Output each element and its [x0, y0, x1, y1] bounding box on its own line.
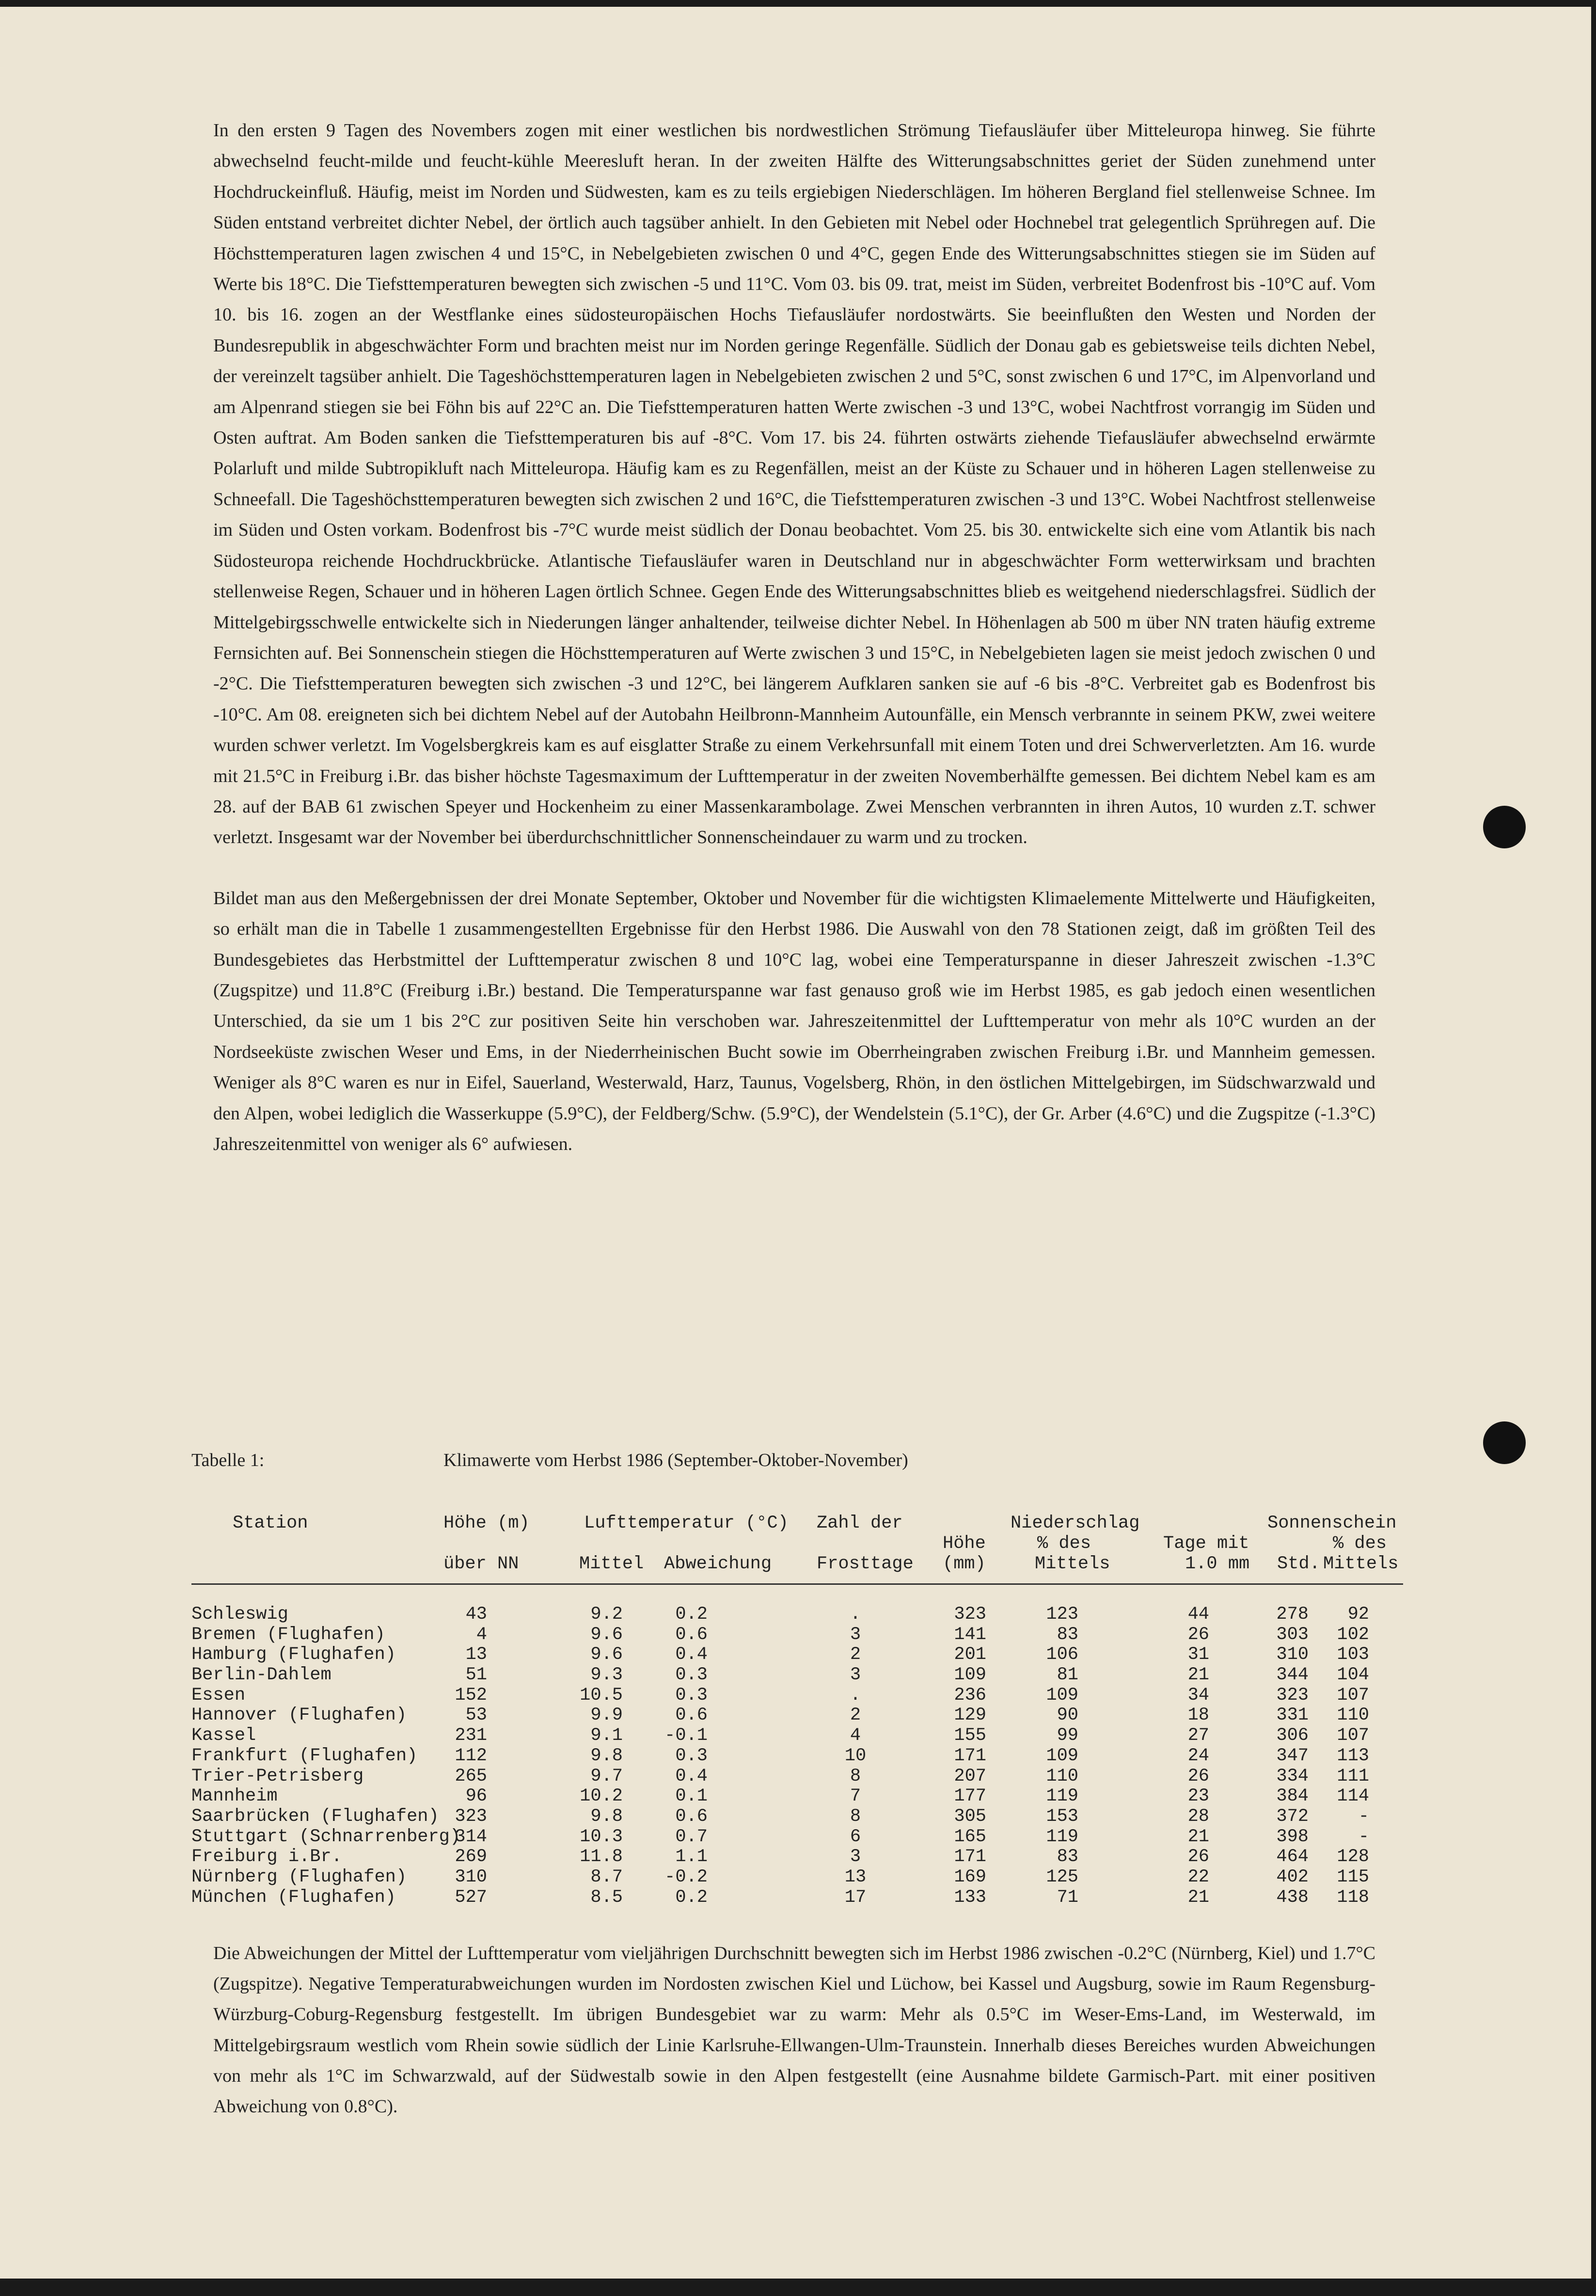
cell-mittel: 9.9	[590, 1705, 623, 1726]
cell-tage: 23	[1187, 1786, 1209, 1807]
cell-mittel: 8.7	[590, 1866, 623, 1887]
cell-hoehe: 4	[476, 1624, 487, 1645]
cell-sonne-pct: 113	[1337, 1745, 1369, 1766]
header-rule	[191, 1583, 1403, 1585]
cell-tage: 21	[1187, 1826, 1209, 1847]
cell-nied-pct: 123	[1046, 1604, 1078, 1625]
cell-sonne-pct: 114	[1337, 1786, 1369, 1807]
cell-std: 323	[1276, 1685, 1309, 1706]
cell-mittel: 9.6	[590, 1624, 623, 1645]
cell-hoehe: 323	[455, 1806, 487, 1827]
header-niederschlag: Niederschlag	[1011, 1513, 1140, 1533]
cell-abw: 0.6	[675, 1624, 708, 1645]
cell-mittel: 9.3	[590, 1665, 623, 1686]
cell-sonne-pct: 107	[1337, 1685, 1369, 1706]
table-label: Tabelle 1:	[191, 1450, 265, 1470]
table-row	[191, 1888, 1403, 1908]
table-body	[191, 1605, 1403, 1908]
cell-sonne-pct: 103	[1337, 1644, 1369, 1665]
header-sonnenschein: Sonnenschein	[1267, 1513, 1397, 1533]
header-station: Station	[233, 1513, 308, 1533]
paragraph-autumn-summary: Bildet man aus den Meßergebnissen der drei Monate September, Oktober und November für die wichtigsten Klimaelemente Mittelwerte und Häufigkeiten, so erhält man die in Tabelle 1 zusammengestellten Ergebnisse für den Herbst 1986. Die Auswahl von den 78 Stationen zeigt, daß im größten Teil des Bundesgebietes das Herbstmittel der Lufttemperatur zwischen 8 und 10°C lag, wobei eine Temperaturspanne in dieser Jahreszeit zwischen -1.3°C (Zugspitze) und 11.8°C (Freiburg i.Br.) bestand. Die Temperaturspanne war fast genauso groß wie im Herbst 1985, es gab jedoch einen wesentlichen Unterschied, da sie um 1 bis 2°C zur positiven Seite hin verschoben war. Jahreszeitenmittel der Lufttemperatur von mehr als 10°C wurden an der Nordseeküste zwischen Weser und Ems, in der Niederrheinischen Bucht sowie im Oberrheingraben zwischen Freiburg i.Br. und Mannheim gemessen. Weniger als 8°C waren es nur in Eifel, Sauerland, Westerwald, Harz, Taunus, Vogelsberg, Rhön, in den östlichen Mittelgebirgen, im Südschwarzwald und den Alpen, wobei lediglich die Wasserkuppe (5.9°C), der Feldberg/Schw. (5.9°C), der Wendelstein (5.1°C), der Gr. Arber (4.6°C) und die Zugspitze (-1.3°C) Jahreszeitenmittel von weniger als 6° aufwiesen.	[213, 888, 1375, 1154]
header-tage-mit: Tage mit	[1163, 1533, 1249, 1554]
cell-std: 372	[1276, 1806, 1309, 1827]
cell-mittel: 11.8	[580, 1847, 623, 1867]
cell-std: 384	[1276, 1786, 1309, 1807]
cell-nied-pct: 81	[1057, 1665, 1078, 1686]
cell-abw: 0.6	[675, 1806, 708, 1827]
cell-frost: 2	[850, 1644, 861, 1665]
cell-tage: 21	[1187, 1887, 1209, 1908]
cell-nied-pct: 83	[1057, 1847, 1078, 1867]
cell-tage: 18	[1187, 1705, 1209, 1726]
cell-abw: 0.2	[675, 1604, 708, 1625]
cell-tage: 28	[1187, 1806, 1209, 1827]
body-text	[213, 115, 1375, 1160]
header-hoehe: Höhe (m)	[443, 1513, 530, 1533]
cell-frost: 10	[844, 1745, 867, 1766]
cell-station: Stuttgart (Schnarrenberg)	[191, 1826, 461, 1847]
cell-sonne-pct: 118	[1337, 1887, 1369, 1908]
cell-abw: 0.4	[675, 1644, 708, 1665]
cell-station: Berlin-Dahlem	[191, 1665, 332, 1686]
cell-station: Kassel	[191, 1725, 256, 1746]
cell-frost: 3	[850, 1847, 861, 1867]
cell-station: Bremen (Flughafen)	[191, 1624, 385, 1645]
table-row	[191, 1867, 1403, 1888]
cell-std: 402	[1276, 1866, 1309, 1887]
cell-std: 438	[1276, 1887, 1309, 1908]
paragraph-deviations: Die Abweichungen der Mittel der Lufttemperatur vom vieljährigen Durchschnitt bewegten sich im Herbst 1986 zwischen -0.2°C (Nürnberg, Kiel) und 1.7°C (Zugspitze). Negative Temperaturabweichungen wurden im Nordosten zwischen Kiel und Lüchow, bei Kassel und Augsburg, sowie im Raum Regensburg-Würzburg-Coburg-Regensburg festgestellt. Im übrigen Bundesgebiet war zu warm: Mehr als 0.5°C im Weser-Ems-Land, im Westerwald, im Mittelgebirgsraum westlich vom Rhein sowie südlich der Linie Karlsruhe-Ellwangen-Ulm-Traunstein. Innerhalb dieses Bereiches wurden Abweichungen von mehr als 1°C im Schwarzwald, auf der Südwestalb sowie in den Alpen festgestellt (eine Ausnahme bildete Garmisch-Part. mit einer positiven Abweichung von 0.8°C).	[213, 1943, 1375, 2117]
cell-station: Essen	[191, 1685, 246, 1706]
cell-frost: 7	[850, 1786, 861, 1807]
cell-hoehe: 152	[455, 1685, 487, 1706]
table-row	[191, 1645, 1403, 1665]
cell-hoehe: 310	[455, 1866, 487, 1887]
table-row	[191, 1786, 1403, 1807]
cell-nied-pct: 71	[1057, 1887, 1078, 1908]
cell-mittel: 9.7	[590, 1766, 623, 1786]
header-nied-mittels: Mittels	[1035, 1554, 1110, 1574]
cell-nied-pct: 125	[1046, 1866, 1078, 1887]
cell-mittel: 9.8	[590, 1806, 623, 1827]
cell-nied: 169	[954, 1866, 986, 1887]
cell-tage: 22	[1187, 1866, 1209, 1887]
cell-frost: 17	[844, 1887, 867, 1908]
scan-border-top	[0, 0, 1596, 7]
cell-abw: 0.3	[675, 1745, 708, 1766]
cell-abw: 1.1	[675, 1847, 708, 1867]
cell-tage: 26	[1187, 1847, 1209, 1867]
cell-mittel: 9.2	[590, 1604, 623, 1625]
cell-nied-pct: 106	[1046, 1644, 1078, 1665]
cell-nied: 129	[954, 1705, 986, 1726]
cell-nied-pct: 83	[1057, 1624, 1078, 1645]
cell-abw: 0.2	[675, 1887, 708, 1908]
cell-hoehe: 112	[455, 1745, 487, 1766]
cell-abw: 0.3	[675, 1685, 708, 1706]
cell-mittel: 9.1	[590, 1725, 623, 1746]
cell-mittel: 8.5	[590, 1887, 623, 1908]
cell-nied-pct: 119	[1046, 1826, 1078, 1847]
table-row	[191, 1726, 1403, 1746]
cell-sonne-pct: -	[1358, 1826, 1369, 1847]
cell-nied-pct: 119	[1046, 1786, 1078, 1807]
table-row	[191, 1686, 1403, 1706]
cell-sonne-pct: 102	[1337, 1624, 1369, 1645]
cell-abw: 0.3	[675, 1665, 708, 1686]
cell-sonne-pct: -	[1358, 1806, 1369, 1827]
body-text-bottom	[213, 1938, 1375, 2122]
header-nied-mm: (mm)	[943, 1554, 986, 1574]
table-row	[191, 1625, 1403, 1645]
cell-tage: 31	[1187, 1644, 1209, 1665]
cell-hoehe: 96	[465, 1786, 487, 1807]
header-zahl-der: Zahl der	[817, 1513, 903, 1533]
cell-station: Freiburg i.Br.	[191, 1847, 342, 1867]
cell-frost: 8	[850, 1766, 861, 1786]
cell-std: 347	[1276, 1745, 1309, 1766]
cell-frost: 3	[850, 1624, 861, 1645]
cell-abw: -0.1	[664, 1725, 708, 1746]
header-frosttage: Frosttage	[817, 1554, 914, 1574]
cell-hoehe: 51	[465, 1665, 487, 1686]
cell-frost: 6	[850, 1826, 861, 1847]
cell-hoehe: 265	[455, 1766, 487, 1786]
cell-tage: 26	[1187, 1624, 1209, 1645]
cell-sonne-pct: 107	[1337, 1725, 1369, 1746]
cell-tage: 21	[1187, 1665, 1209, 1686]
cell-mittel: 10.2	[580, 1786, 623, 1807]
cell-abw: 0.4	[675, 1766, 708, 1786]
cell-nied: 305	[954, 1806, 986, 1827]
cell-tage: 27	[1187, 1725, 1209, 1746]
cell-std: 310	[1276, 1644, 1309, 1665]
cell-hoehe: 43	[465, 1604, 487, 1625]
cell-nied: 201	[954, 1644, 986, 1665]
cell-nied: 165	[954, 1826, 986, 1847]
cell-nied: 141	[954, 1624, 986, 1645]
table-row	[191, 1807, 1403, 1827]
cell-std: 303	[1276, 1624, 1309, 1645]
cell-abw: 0.6	[675, 1705, 708, 1726]
cell-hoehe: 269	[455, 1847, 487, 1867]
cell-sonne-pct: 128	[1337, 1847, 1369, 1867]
cell-frost: 2	[850, 1705, 861, 1726]
cell-station: München (Flughafen)	[191, 1887, 396, 1908]
cell-nied-pct: 109	[1046, 1745, 1078, 1766]
cell-nied-pct: 110	[1046, 1766, 1078, 1786]
cell-station: Hannover (Flughafen)	[191, 1705, 407, 1726]
cell-station: Nürnberg (Flughafen)	[191, 1866, 407, 1887]
cell-std: 278	[1276, 1604, 1309, 1625]
cell-station: Trier-Petrisberg	[191, 1766, 364, 1786]
cell-sonne-pct: 104	[1337, 1665, 1369, 1686]
header-abweichung: Abweichung	[664, 1554, 772, 1574]
paragraph-november: In den ersten 9 Tagen des Novembers zogen mit einer westlichen bis nordwestlichen Strömung Tiefausläufer über Mitteleuropa hinweg. Sie führte abwechselnd feucht-milde und feucht-kühle Meeresluft heran. In der zweiten Hälfte des Witterungsabschnittes geriet der Süden zunehmend unter Hochdruckeinfluß. Häufig, meist im Norden und Südwesten, kam es zu teils ergiebigen Niederschlägen. Im höheren Bergland fiel stellenweise Schnee. Im Süden entstand verbreitet dichter Nebel, der örtlich auch tagsüber anhielt. In den Gebieten mit Nebel oder Hochnebel trat gelegentlich Sprühregen auf. Die Höchsttemperaturen lagen zwischen 4 und 15°C, in Nebelgebieten zwischen 0 und 4°C, gegen Ende des Witterungsabschnittes stiegen sie im Süden auf Werte bis 18°C. Die Tiefsttemperaturen bewegten sich zwischen -5 und 11°C. Vom 03. bis 09. trat, meist im Süden, verbreitet Bodenfrost bis -10°C auf. Vom 10. bis 16. zogen an der Westflanke eines südosteuropäischen Hochs Tiefausläufer nordostwärts. Sie beeinflußten den Westen und Norden der Bundesrepublik in abgeschwächter Form und brachten meist nur im Norden geringe Regenfälle. Südlich der Donau gab es gebietsweise teils dichten Nebel, der vereinzelt tagsüber anhielt. Die Tageshöchsttemperaturen lagen in Nebelgebieten zwischen 2 und 5°C, sonst zwischen 6 und 17°C, im Alpenvorland und am Alpenrand stiegen sie bei Föhn bis auf 22°C an. Die Tiefsttemperaturen hatten Werte zwischen -3 und 13°C, wobei Nachtfrost vorrangig im Süden und Osten auftrat. Am Boden sanken die Tiefsttemperaturen bis auf -8°C. Vom 17. bis 24. führten ostwärts ziehende Tiefausläufer abwechselnd erwärmte Polarluft und milde Subtropikluft nach Mitteleuropa. Häufig kam es zu Regenfällen, meist an der Küste zu Schauer und in höheren Lagen stellenweise zu Schneefall. Die Tageshöchsttemperaturen bewegten sich zwischen 2 und 16°C, die Tiefsttemperaturen zwischen -3 und 13°C. Wobei Nachtfrost stellenweise im Süden und Osten vorkam. Bodenfrost bis -7°C wurde meist südlich der Donau beobachtet. Vom 25. bis 30. entwickelte sich eine vom Atlantik bis nach Südosteuropa reichende Hochdruckbrücke. Atlantische Tiefausläufer waren in Deutschland nur in abgeschwächter Form wetterwirksam und brachten stellenweise Regen, Schauer und in höheren Lagen örtlich Schnee. Gegen Ende des Witterungsabschnittes blieb es weitgehend niederschlagsfrei. Südlich der Mittelgebirgsschwelle entwickelte sich in Niederungen länger anhaltender, teilweise dichter Nebel. In Höhenlagen ab 500 m über NN traten häufig extreme Fernsichten auf. Bei Sonnenschein stiegen die Höchsttemperaturen auf Werte zwischen 3 und 15°C, in Nebelgebieten lagen sie meist jedoch zwischen 0 und -2°C. Die Tiefsttemperaturen bewegten sich zwischen -3 und 12°C, bei längerem Aufklaren sanken sie auf -6 bis -8°C. Verbreitet gab es Bodenfrost bis -10°C. Am 08. ereigneten sich bei dichtem Nebel auf der Autobahn Heilbronn-Mannheim Autounfälle, ein Mensch verbrannte in seinem PKW, zwei weitere wurden schwer verletzt. Im Vogelsbergkreis kam es auf eisglatter Straße zu einem Verkehrsunfall mit einem Toten und drei Schwerverletzten. Am 16. wurde mit 21.5°C in Freiburg i.Br. das bisher höchste Tagesmaximum der Lufttemperatur in der zweiten Novemberhälfte gemessen. Bei dichtem Nebel kam es am 28. auf der BAB 61 zwischen Speyer und Hockenheim zu einer Massenkarambolage. Zwei Menschen verbrannten in ihren Autos, 10 wurden z.T. schwer verletzt. Insgesamt war der November bei überdurchschnittlicher Sonnenscheindauer zu warm und zu trocken.	[213, 120, 1375, 848]
cell-hoehe: 527	[455, 1887, 487, 1908]
header-nied-hoehe: Höhe	[943, 1533, 986, 1554]
cell-nied: 109	[954, 1665, 986, 1686]
header-mittel: Mittel	[579, 1554, 644, 1574]
cell-hoehe: 53	[465, 1705, 487, 1726]
cell-nied-pct: 109	[1046, 1685, 1078, 1706]
cell-nied: 133	[954, 1887, 986, 1908]
table-row	[191, 1665, 1403, 1686]
scan-border-bottom	[0, 2279, 1596, 2296]
cell-mittel: 10.3	[580, 1826, 623, 1847]
cell-station: Schleswig	[191, 1604, 288, 1625]
table-row	[191, 1847, 1403, 1867]
cell-abw: -0.2	[664, 1866, 708, 1887]
cell-nied: 155	[954, 1725, 986, 1746]
cell-nied: 236	[954, 1685, 986, 1706]
cell-std: 464	[1276, 1847, 1309, 1867]
cell-frost: 4	[850, 1725, 861, 1746]
header-sonne-mittels: Mittels	[1323, 1554, 1399, 1574]
cell-nied-pct: 153	[1046, 1806, 1078, 1827]
cell-tage: 26	[1187, 1766, 1209, 1786]
cell-nied: 171	[954, 1847, 986, 1867]
cell-nied-pct: 90	[1057, 1705, 1078, 1726]
cell-std: 344	[1276, 1665, 1309, 1686]
punch-hole-upper	[1483, 806, 1526, 848]
cell-station: Mannheim	[191, 1786, 278, 1807]
cell-hoehe: 231	[455, 1725, 487, 1746]
cell-sonne-pct: 115	[1337, 1866, 1369, 1887]
cell-nied: 207	[954, 1766, 986, 1786]
cell-std: 331	[1276, 1705, 1309, 1726]
cell-sonne-pct: 92	[1347, 1604, 1369, 1625]
cell-frost: .	[850, 1685, 861, 1706]
cell-frost: 13	[844, 1866, 867, 1887]
cell-frost: 8	[850, 1806, 861, 1827]
table-row	[191, 1827, 1403, 1848]
cell-hoehe: 13	[465, 1644, 487, 1665]
cell-tage: 24	[1187, 1745, 1209, 1766]
table-row	[191, 1746, 1403, 1767]
header-nied-pct: % des	[1037, 1533, 1091, 1554]
table-row	[191, 1605, 1403, 1625]
cell-abw: 0.7	[675, 1826, 708, 1847]
header-lufttemperatur: Lufttemperatur (°C)	[584, 1513, 789, 1533]
header-sonne-pct: % des	[1333, 1533, 1387, 1554]
header-std: Std.	[1277, 1554, 1320, 1574]
header-tage-mm: 1.0 mm	[1185, 1554, 1250, 1574]
cell-hoehe: 314	[455, 1826, 487, 1847]
cell-std: 398	[1276, 1826, 1309, 1847]
scan-border-right	[1591, 0, 1596, 2296]
cell-frost: 3	[850, 1665, 861, 1686]
cell-frost: .	[850, 1604, 861, 1625]
cell-tage: 34	[1187, 1685, 1209, 1706]
punch-hole-lower	[1483, 1421, 1526, 1464]
cell-std: 334	[1276, 1766, 1309, 1786]
cell-nied: 177	[954, 1786, 986, 1807]
cell-station: Saarbrücken (Flughafen)	[191, 1806, 439, 1827]
cell-mittel: 9.6	[590, 1644, 623, 1665]
header-ueber-nn: über NN	[443, 1554, 519, 1574]
cell-mittel: 9.8	[590, 1745, 623, 1766]
table-title: Klimawerte vom Herbst 1986 (September-Oktober-November)	[443, 1450, 908, 1470]
cell-sonne-pct: 110	[1337, 1705, 1369, 1726]
cell-nied-pct: 99	[1057, 1725, 1078, 1746]
cell-station: Hamburg (Flughafen)	[191, 1644, 396, 1665]
cell-mittel: 10.5	[580, 1685, 623, 1706]
table-row	[191, 1706, 1403, 1726]
cell-station: Frankfurt (Flughafen)	[191, 1745, 418, 1766]
cell-nied: 323	[954, 1604, 986, 1625]
table-row	[191, 1767, 1403, 1787]
cell-abw: 0.1	[675, 1786, 708, 1807]
cell-std: 306	[1276, 1725, 1309, 1746]
cell-sonne-pct: 111	[1337, 1766, 1369, 1786]
cell-tage: 44	[1187, 1604, 1209, 1625]
cell-nied: 171	[954, 1745, 986, 1766]
